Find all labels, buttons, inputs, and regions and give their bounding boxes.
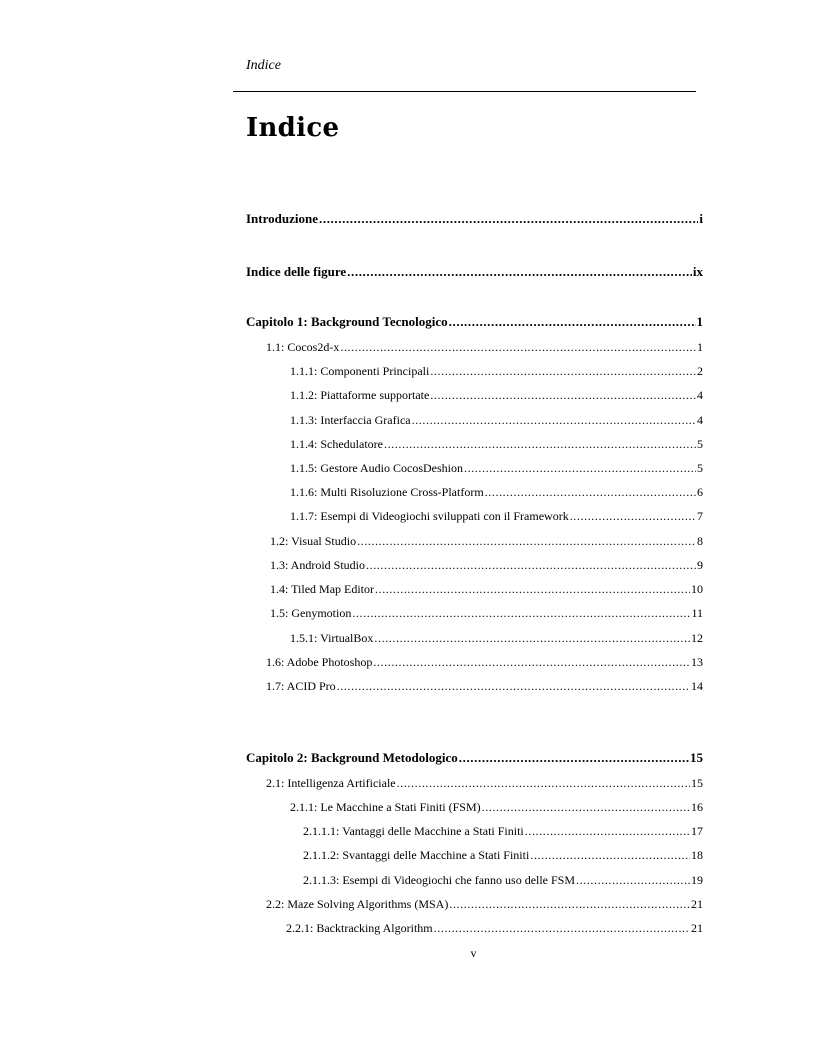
toc-entry-label: 1.1.7: Esempi di Videogiochi sviluppati con il Framework — [290, 509, 569, 523]
toc-entry-2-1-1-1[interactable] — [303, 821, 703, 841]
toc-entry-2-2-1[interactable] — [286, 918, 703, 938]
toc-entry-label: Capitolo 1: Background Tecnologico — [246, 314, 448, 329]
toc-entry-page: ix — [692, 264, 703, 279]
toc-entry-page: 9 — [697, 558, 703, 572]
dot-leader — [347, 262, 692, 282]
toc-entry-page: 5 — [697, 461, 703, 475]
toc-entry-1-1-4[interactable] — [290, 434, 703, 454]
toc-entry-label: 1.2: Visual Studio — [270, 534, 357, 548]
toc-entry-page: 13 — [691, 655, 703, 669]
toc-entry-1-1[interactable] — [266, 337, 703, 357]
toc-entry-label: 2.1.1.2: Svantaggi delle Macchine a Stati Finiti — [303, 848, 530, 862]
toc-entry-label: Indice delle figure — [246, 264, 347, 279]
toc-entry-label: Introduzione — [246, 211, 318, 226]
toc-entry-page: 21 — [691, 897, 703, 911]
toc-entry-page: 14 — [691, 679, 703, 693]
header-rule — [233, 91, 696, 92]
toc-entry-indice-figure[interactable] — [246, 262, 703, 282]
dot-leader — [485, 482, 696, 502]
toc-entry-page: 1 — [697, 340, 703, 354]
toc-entry-label: 1.1.5: Gestore Audio CocosDeshion — [290, 461, 463, 475]
toc-entry-page: 2 — [697, 364, 703, 378]
toc-entry-1-6[interactable] — [266, 652, 703, 672]
toc-entry-page: 18 — [691, 848, 703, 862]
toc-entry-page: 1 — [696, 314, 703, 329]
toc-entry-page: i — [699, 211, 703, 226]
toc-entry-1-3[interactable] — [270, 555, 703, 575]
dot-leader — [449, 894, 690, 914]
toc-entry-1-2[interactable] — [270, 531, 703, 551]
dot-leader — [482, 797, 690, 817]
toc-entry-2-1-1-2[interactable] — [303, 845, 703, 865]
toc-entry-1-1-3[interactable] — [290, 410, 703, 430]
toc-entry-2-1[interactable] — [266, 773, 703, 793]
dot-leader — [366, 555, 696, 575]
toc-entry-capitolo-1[interactable] — [246, 312, 703, 332]
toc-entry-label: 2.1.1: Le Macchine a Stati Finiti (FSM) — [290, 800, 481, 814]
toc-entry-label: 2.2.1: Backtracking Algorithm — [286, 921, 433, 935]
toc-entry-label: 2.1: Intelligenza Artificiale — [266, 776, 396, 790]
dot-leader — [530, 845, 690, 865]
toc-entry-page: 6 — [697, 485, 703, 499]
dot-leader — [357, 531, 696, 551]
toc-entry-label: 1.1.3: Interfaccia Grafica — [290, 413, 411, 427]
toc-entry-label: 1.3: Android Studio — [270, 558, 366, 572]
dot-leader — [384, 434, 696, 454]
toc-entry-label: 1.5: Genymotion — [270, 606, 352, 620]
dot-leader — [576, 870, 690, 890]
toc-entry-1-7[interactable] — [266, 676, 703, 696]
dot-leader — [397, 773, 690, 793]
toc-entry-1-1-1[interactable] — [290, 361, 703, 381]
toc-entry-1-1-5[interactable] — [290, 458, 703, 478]
toc-entry-label: 2.1.1.3: Esempi di Videogiochi che fanno uso delle FSM — [303, 873, 576, 887]
dot-leader — [449, 312, 696, 332]
dot-leader — [430, 361, 696, 381]
dot-leader — [374, 628, 690, 648]
toc-entry-page: 12 — [691, 631, 703, 645]
toc-entry-label: 2.1.1.1: Vantaggi delle Macchine a Stati Finiti — [303, 824, 524, 838]
dot-leader — [464, 458, 696, 478]
toc-entry-label: Capitolo 2: Background Metodologico — [246, 750, 458, 765]
toc-entry-page: 7 — [697, 509, 703, 523]
toc-entry-1-5[interactable] — [270, 603, 703, 623]
toc-entry-label: 1.1.6: Multi Risoluzione Cross-Platform — [290, 485, 484, 499]
toc-entry-1-1-7[interactable] — [290, 506, 703, 526]
toc-entry-2-2[interactable] — [266, 894, 703, 914]
dot-leader — [412, 410, 696, 430]
toc-entry-introduzione[interactable] — [246, 209, 703, 229]
toc-entry-label: 1.1.4: Schedulatore — [290, 437, 383, 451]
dot-leader — [459, 748, 689, 768]
toc-entry-page: 17 — [691, 824, 703, 838]
toc-entry-2-1-1-3[interactable] — [303, 870, 703, 890]
toc-entry-label: 1.4: Tiled Map Editor — [270, 582, 375, 596]
toc-entry-page: 15 — [690, 750, 703, 765]
toc-entry-1-5-1[interactable] — [290, 628, 703, 648]
toc-entry-capitolo-2[interactable] — [246, 748, 703, 768]
toc-entry-1-1-6[interactable] — [290, 482, 703, 502]
toc-entry-1-4[interactable] — [270, 579, 703, 599]
running-header: Indice — [246, 58, 281, 73]
toc-entry-page: 10 — [691, 582, 703, 596]
dot-leader — [434, 918, 690, 938]
dot-leader — [525, 821, 690, 841]
dot-leader — [375, 579, 690, 599]
toc-entry-2-1-1[interactable] — [290, 797, 703, 817]
toc-entry-page: 4 — [697, 413, 703, 427]
toc-entry-label: 1.1: Cocos2d-x — [266, 340, 340, 354]
dot-leader — [340, 337, 696, 357]
dot-leader — [319, 209, 698, 229]
toc-entry-page: 5 — [697, 437, 703, 451]
toc-entry-page: 4 — [697, 388, 703, 402]
page-number: v — [470, 946, 478, 960]
dot-leader — [352, 603, 690, 623]
toc-entry-page: 21 — [691, 921, 703, 935]
toc-entry-label: 1.5.1: VirtualBox — [290, 631, 374, 645]
toc-entry-page: 8 — [697, 534, 703, 548]
toc-entry-page: 16 — [691, 800, 703, 814]
dot-leader — [430, 385, 696, 405]
page-title: Indice — [246, 113, 340, 143]
toc-entry-1-1-2[interactable] — [290, 385, 703, 405]
toc-entry-label: 1.7: ACID Pro — [266, 679, 336, 693]
toc-entry-label: 1.6: Adobe Photoshop — [266, 655, 373, 669]
toc-entry-label: 1.1.1: Componenti Principali — [290, 364, 430, 378]
toc-entry-page: 19 — [691, 873, 703, 887]
toc-entry-page: 15 — [691, 776, 703, 790]
dot-leader — [570, 506, 696, 526]
dot-leader — [373, 652, 690, 672]
toc-entry-page: 11 — [691, 606, 703, 620]
dot-leader — [337, 676, 690, 696]
toc-entry-label: 2.2: Maze Solving Algorithms (MSA) — [266, 897, 449, 911]
toc-entry-label: 1.1.2: Piattaforme supportate — [290, 388, 430, 402]
